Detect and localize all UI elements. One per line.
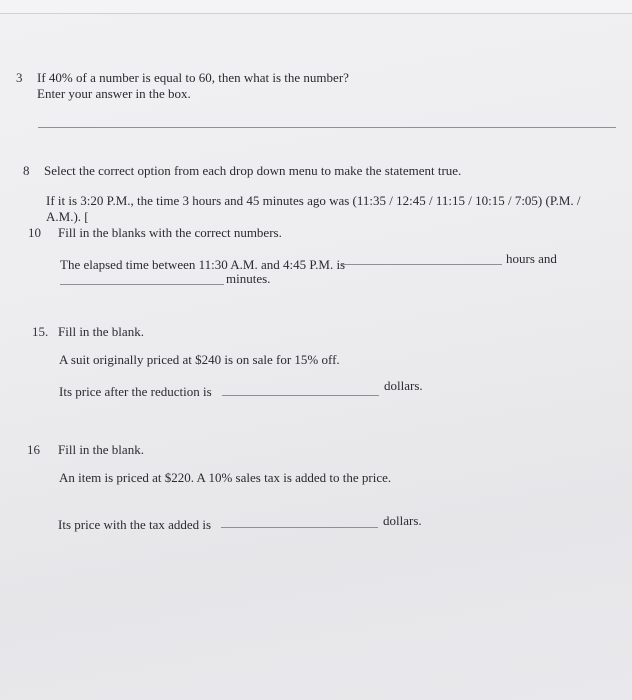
answer-blank[interactable]: [222, 395, 379, 396]
question-number: 16: [27, 442, 40, 457]
hours-blank[interactable]: [342, 264, 502, 265]
answer-label: Its price after the reduction is: [59, 384, 212, 399]
page-top-edge: [0, 0, 632, 14]
question-instruction: Enter your answer in the box.: [37, 86, 191, 101]
answer-unit: dollars.: [383, 513, 422, 528]
answer-unit: dollars.: [384, 378, 423, 393]
question-number: 8: [23, 163, 30, 178]
answer-label: Its price with the tax added is: [58, 517, 212, 532]
answer-box-line[interactable]: [38, 127, 616, 128]
question-number: 15.: [32, 324, 49, 339]
question-number: 3: [16, 70, 23, 85]
question-statement: An item is priced at $220. A 10% sales tax is added to the price.: [59, 470, 392, 485]
question-prompt: Select the correct option from each drop down menu to make the statement true.: [44, 163, 462, 178]
minutes-blank[interactable]: [60, 284, 224, 285]
question-number: 10: [28, 225, 41, 240]
question-prompt: If 40% of a number is equal to 60, then what is the number?: [37, 70, 349, 85]
drop-down-statement[interactable]: If it is 3:20 P.M., the time 3 hours and 45 minutes ago was (11:35 / 12:45 / 11:15 / 10:15 / 7:05) (P.M. /: [46, 193, 581, 208]
question-prompt: Fill in the blank.: [58, 442, 144, 457]
minutes-unit: minutes.: [226, 271, 271, 286]
drop-down-statement-continued[interactable]: A.M.). [: [46, 209, 89, 224]
question-statement: A suit originally priced at $240 is on sale for 15% off.: [59, 352, 340, 367]
question-prompt: Fill in the blank.: [58, 324, 144, 339]
hours-unit: hours and: [506, 251, 557, 266]
question-prompt: Fill in the blanks with the correct numbers.: [58, 225, 282, 240]
question-statement: The elapsed time between 11:30 A.M. and 4:45 P.M. is: [60, 257, 346, 272]
answer-blank[interactable]: [221, 527, 378, 528]
